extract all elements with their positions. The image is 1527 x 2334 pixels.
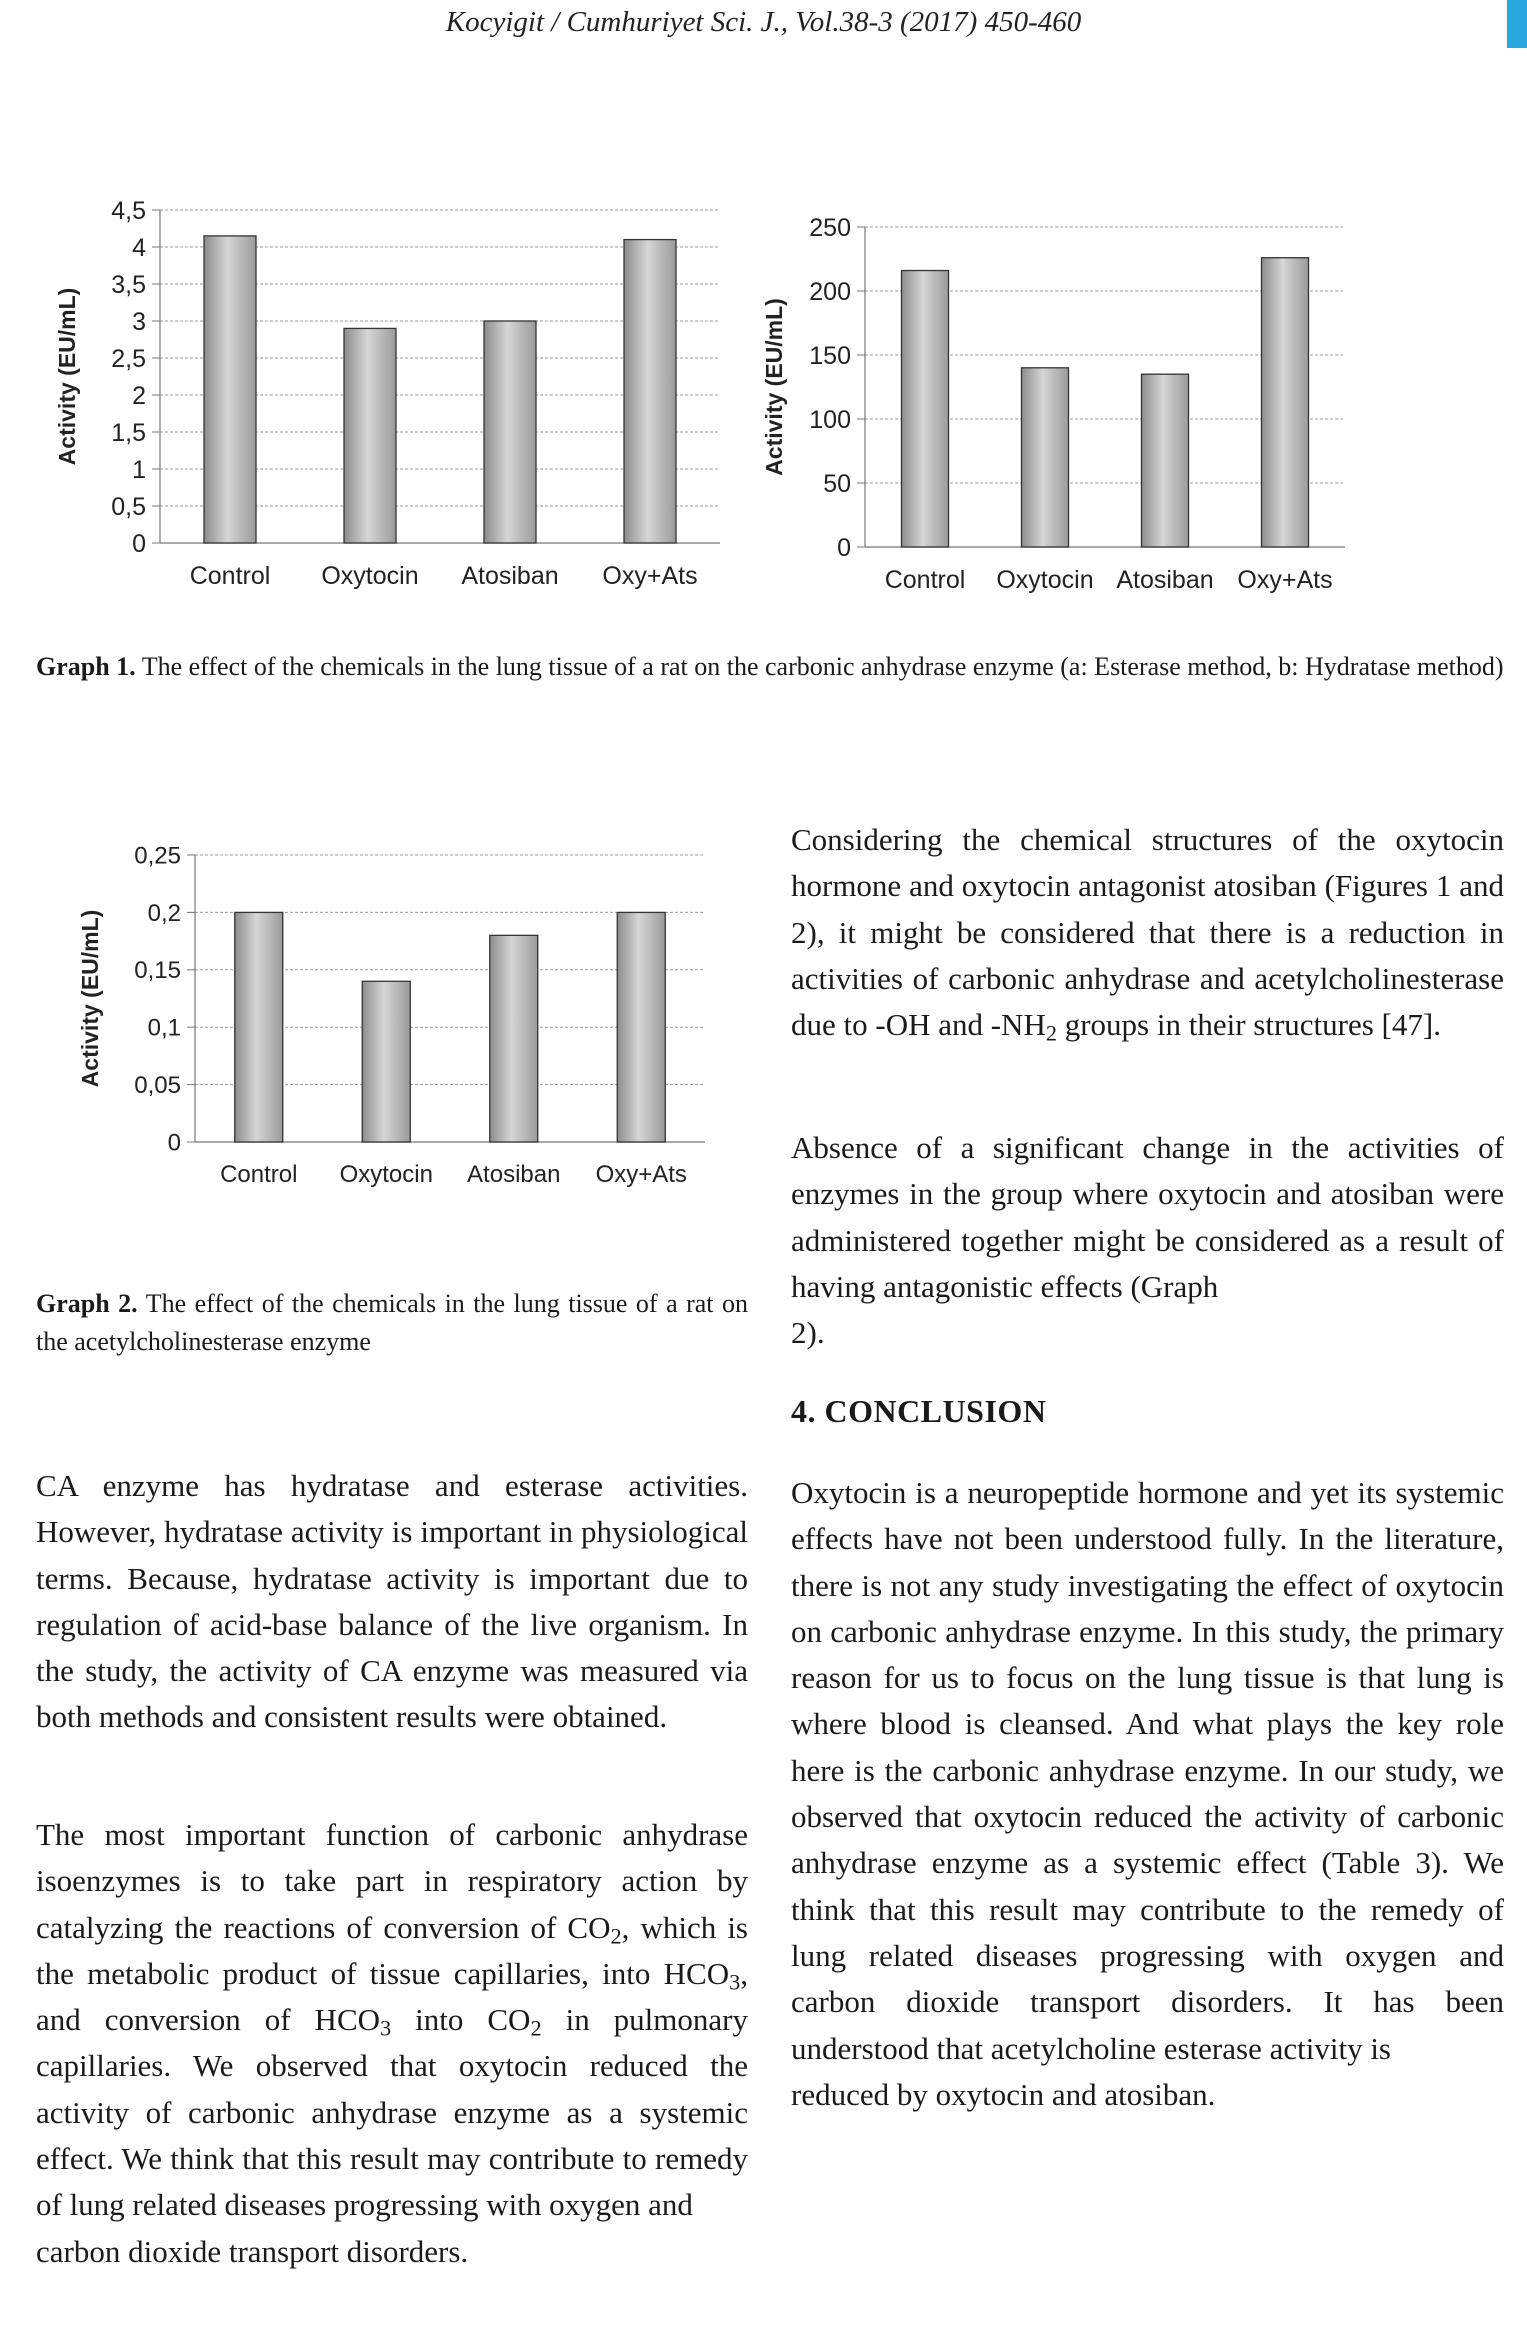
- left-p2-part-e: in pulmonary capillaries. We observed that oxytocin reduced the activity of carbonic anhydrase enzyme as a systemic effect. We think that this result may contribute to remedy of lung related diseases progressing with oxygen and: [36, 2002, 748, 2223]
- bar: [484, 321, 536, 543]
- right-p2-last-line: 2).: [791, 1315, 825, 1351]
- bar: [1142, 374, 1189, 547]
- y-tick-label: 0,2: [147, 899, 181, 927]
- y-tick-label: 0,5: [111, 492, 146, 521]
- left-p2-last-line: carbon dioxide transport disorders.: [36, 2233, 469, 2269]
- y-tick-label: 1: [132, 455, 146, 484]
- running-header: Kocyigit / Cumhuriyet Sci. J., Vol.38-3 (2017) 450-460: [445, 6, 1082, 38]
- graph1a-chart: [30, 195, 730, 625]
- y-tick-label: 0,1: [147, 1014, 181, 1042]
- x-tick-label: Oxytocin: [339, 1161, 433, 1188]
- right-paragraph-3: [791, 1470, 1504, 2118]
- x-tick-label: Atosiban: [1116, 566, 1214, 594]
- right-p3-text: Oxytocin is a neuropeptide hormone and yet its systemic effects have not been understood fully. In the literature, there is not any study investigating the effect of oxytocin on carbonic anhydrase enzyme. In this study, the primary reason for us to focus on the lung tissue is that lung is where blood is cleansed. And what plays the key role here is the carbonic anhydrase enzyme. In our study, we observed that oxytocin reduced the activity of carbonic anhydrase enzyme as a systemic effect (Table 3). We think that this result may contribute to the remedy of lung related diseases progressing with oxygen and carbon dioxide transport disorders. It has been understood that acetylcholine esterase activity is: [791, 1475, 1504, 2066]
- bar: [617, 912, 665, 1142]
- x-tick-label: Atosiban: [467, 1161, 561, 1188]
- y-tick-label: 1,5: [111, 418, 146, 447]
- right-paragraph-2: [791, 1125, 1504, 1356]
- graph2-caption-text: The effect of the chemicals in the lung tissue of a rat on the acetylcholinesterase enzyme: [36, 1289, 748, 1356]
- left-paragraph-1: [36, 1463, 748, 1741]
- x-tick-label: Control: [189, 562, 271, 590]
- bar: [344, 328, 396, 543]
- y-tick-label: 3,5: [111, 270, 146, 299]
- y-tick-label: 50: [823, 469, 851, 498]
- graph1b-chart: [745, 200, 1365, 620]
- y-tick-label: 3: [132, 307, 146, 336]
- x-tick-label: Atosiban: [461, 562, 559, 590]
- subscript: 3: [380, 2015, 392, 2041]
- bar: [624, 240, 676, 543]
- conclusion-heading: 4. CONCLUSION: [791, 1393, 1047, 1429]
- x-tick-label: Oxy+Ats: [1237, 566, 1333, 594]
- right-p1-part-a: Considering the chemical structures of the oxytocin hormone and oxytocin antagonist atosiban (Figures 1 and 2), it might be considered that there is a reduction in activities of carbonic anhydrase and acetylcholinesterase due to -OH and -NH: [791, 822, 1504, 1043]
- bar: [235, 912, 283, 1142]
- bar: [362, 981, 410, 1142]
- right-paragraph-1: [791, 817, 1504, 1048]
- graph2-chart: [60, 820, 720, 1220]
- left-p2-part-c: , and conversion of HCO: [36, 1955, 748, 2038]
- y-tick-label: 4: [132, 233, 146, 262]
- x-tick-label: Oxy+Ats: [595, 1161, 687, 1188]
- left-p2-part-b: , which is the metabolic product of tissue capillaries, into HCO: [36, 1909, 748, 1991]
- bar: [1262, 258, 1309, 547]
- y-tick-label: 0: [167, 1129, 181, 1157]
- y-tick-label: 100: [809, 405, 851, 434]
- left-paragraph-2: [36, 1812, 748, 2275]
- y-axis-label: Activity (EU/mL): [77, 909, 103, 1088]
- left-p2-part-a: The most important function of carbonic anhydrase isoenzymes is to take part in respiratory action by catalyzing the reactions of conversion of CO: [36, 1817, 748, 1945]
- page-number-tab: [1507, 0, 1527, 48]
- y-tick-label: 2,5: [111, 344, 146, 373]
- graph2-caption: [36, 1285, 748, 1361]
- graph1-caption-text: The effect of the chemicals in the lung tissue of a rat on the carbonic anhydrase enzyme (a: Esterase method, b: Hydratase method): [141, 652, 1504, 681]
- graph1-caption: [36, 648, 1506, 686]
- y-tick-label: 0: [132, 529, 146, 558]
- subscript: 2: [1045, 1020, 1057, 1046]
- y-tick-label: 2: [132, 381, 146, 410]
- bar: [902, 271, 949, 547]
- y-tick-label: 0: [837, 533, 851, 562]
- graph1-caption-label: Graph 1.: [36, 652, 136, 681]
- x-tick-label: Oxytocin: [996, 566, 1094, 594]
- subscript: 2: [530, 2015, 542, 2041]
- right-p2-text: Absence of a significant change in the activities of enzymes in the group where oxytocin and atosiban were administered together might be considered as a result of having antagonistic effects (Graph: [791, 1130, 1504, 1304]
- subscript: 2: [610, 1923, 622, 1949]
- y-tick-label: 0,05: [134, 1072, 181, 1099]
- x-tick-label: Oxytocin: [321, 562, 419, 590]
- bar: [204, 236, 256, 543]
- y-tick-label: 250: [809, 213, 851, 242]
- y-axis-label: Activity (EU/mL): [54, 287, 80, 466]
- right-p1-part-b: groups in their structures [47].: [1056, 1007, 1441, 1043]
- right-p3-last-line: reduced by oxytocin and atosiban.: [791, 2076, 1216, 2112]
- y-tick-label: 4,5: [111, 196, 146, 225]
- x-tick-label: Control: [220, 1161, 298, 1188]
- x-tick-label: Control: [884, 566, 966, 594]
- y-axis-label: Activity (EU/mL): [761, 298, 787, 476]
- left-p1-text: CA enzyme has hydratase and esterase activities. However, hydratase activity is important in physiological terms. Because, hydratase activity is important due to regulation of acid-base balance of the live organism. In the study, the activity of CA enzyme was measured via both methods and consistent results were obtained.: [36, 1468, 748, 1735]
- y-tick-label: 0,25: [134, 842, 181, 870]
- bar: [1022, 368, 1069, 547]
- y-tick-label: 0,15: [134, 957, 181, 985]
- bar: [490, 935, 538, 1142]
- subscript: 3: [729, 1969, 741, 1995]
- y-tick-label: 150: [809, 341, 851, 370]
- left-p2-part-d: into CO: [391, 2002, 531, 2038]
- graph2-caption-label: Graph 2.: [36, 1289, 138, 1318]
- y-tick-label: 200: [809, 277, 851, 306]
- x-tick-label: Oxy+Ats: [602, 562, 698, 590]
